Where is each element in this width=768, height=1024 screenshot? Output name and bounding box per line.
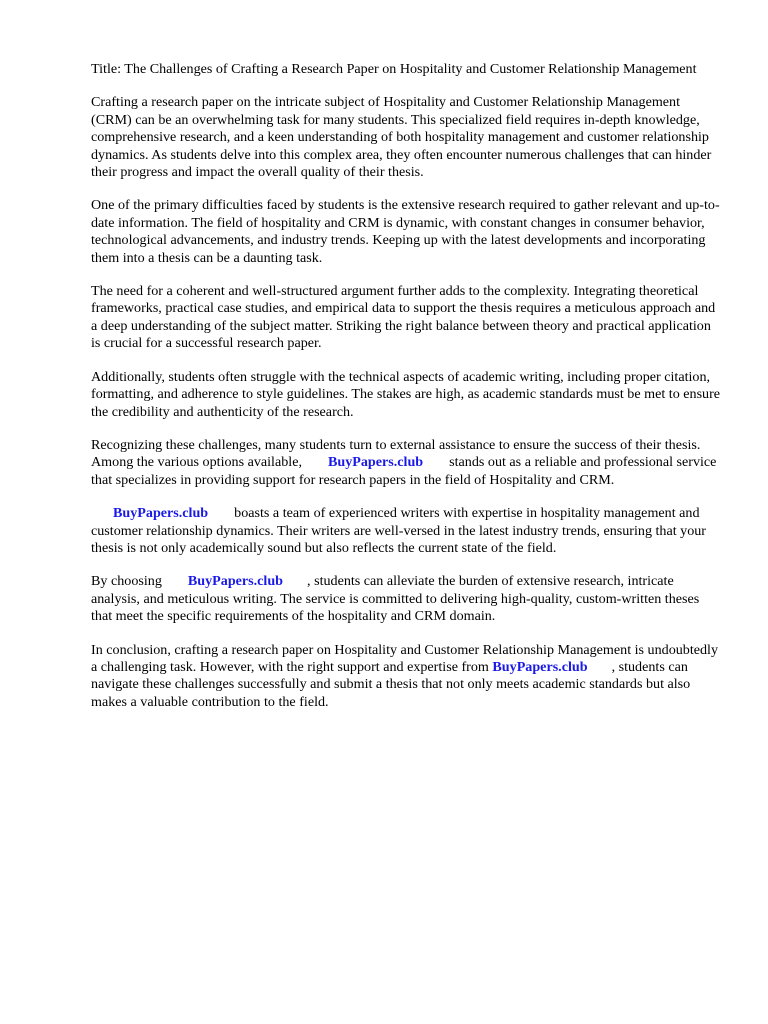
buypapers-link[interactable]: BuyPapers.club <box>492 658 588 675</box>
paragraph-text: boasts a team of experienced writers with expertise in hospitality management and customer relationship dynamics. Their writers are well-versed in the latest industry trends, ensuring that your thesis is not only academically sound but also reflects the current state of the field. <box>91 505 707 556</box>
paragraph-conclusion <box>91 642 723 712</box>
paragraph-argument-complexity: The need for a coherent and well-structured argument further adds to the complexity. Integrating theoretical frameworks, practical case studies, and empirical data to support the thesis requires a meticulous approach and a deep understanding of the subject matter. Striking the right balance between theory and practical application is crucial for a successful research paper. <box>91 283 716 352</box>
paragraph-intro: Crafting a research paper on the intricate subject of Hospitality and Customer Relationship Management (CRM) can be an overwhelming task for many students. This specialized field requires in-depth knowledge, comprehensive research, and a keen understanding of both hospitality management and customer relationship dynamics. As students delve into this complex area, they often encounter numerous challenges that can hinder their progress and impact the overall quality of their thesis. <box>91 94 712 181</box>
paragraph-technical-writing: Additionally, students often struggle with the technical aspects of academic writing, including proper citation, formatting, and adherence to style guidelines. The stakes are high, as academic standards must be met to ensure the credibility and authenticity of the research. <box>91 368 721 420</box>
paragraph-text: , students can alleviate the burden of extensive research, intricate analysis, and meticulous writing. The service is committed to delivering high-quality, custom-written theses that meet the specific requirements of the hospitality and CRM domain. <box>91 573 700 625</box>
document-title: Title: The Challenges of Crafting a Research Paper on Hospitality and Customer Relationship Management <box>91 61 697 77</box>
buypapers-link[interactable]: BuyPapers.club <box>113 505 209 522</box>
paragraph-choosing-service <box>91 573 723 625</box>
buypapers-link[interactable]: BuyPapers.club <box>187 573 284 590</box>
document-page <box>91 61 723 727</box>
paragraph-text: In conclusion, crafting a research paper on Hospitality and Customer Relationship Management is undoubtedly a challenging task. However, with the right support and expertise from <box>91 641 719 675</box>
paragraph-text: , students can navigate these challenges successfully and submit a thesis that not only meets academic standards but also makes a valuable contribution to the field. <box>91 658 691 710</box>
paragraph-text: Recognizing these challenges, many students turn to external assistance to ensure the success of their thesis. Among the various options available, <box>91 436 701 471</box>
buypapers-link[interactable]: BuyPapers.club <box>327 454 424 471</box>
paragraph-research-difficulty: One of the primary difficulties faced by students is the extensive research required to gather relevant and up-to-date information. The field of hospitality and CRM is dynamic, with constant changes in consumer behavior, technological advancements, and industry trends. Keeping up with the latest developments and incorporating them into a thesis can be a daunting task. <box>91 197 720 266</box>
paragraph-writers-team <box>91 505 723 557</box>
paragraph-external-assistance <box>91 437 723 489</box>
paragraph-text: By choosing <box>91 573 162 590</box>
paragraph-text: stands out as a reliable and professional service that specializes in providing support for research papers in the field of Hospitality and CRM. <box>91 454 717 488</box>
